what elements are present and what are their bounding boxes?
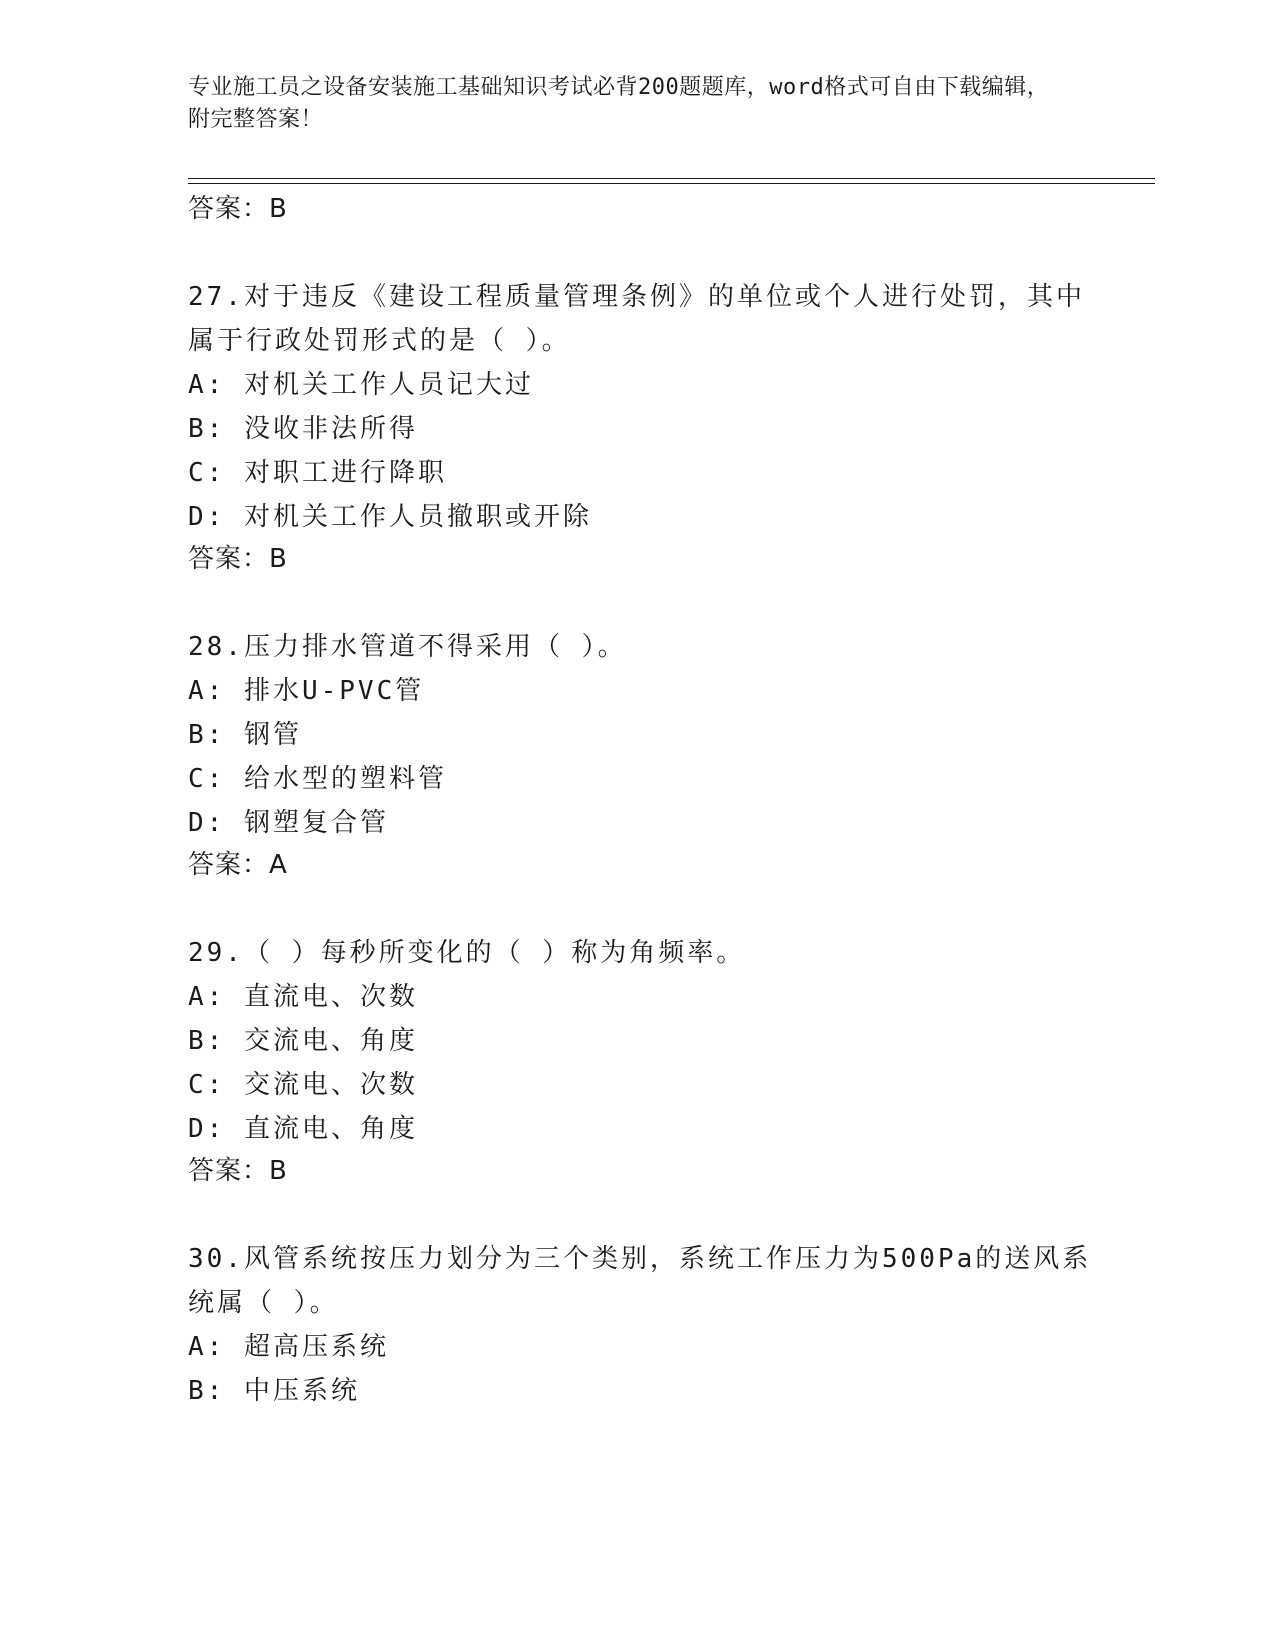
question-28-option-b: B: 钢管: [188, 720, 302, 750]
header-rule: [188, 178, 1155, 179]
question-28-option-d: D: 钢塑复合管: [188, 808, 389, 838]
question-28-answer: 答案：A: [188, 850, 288, 880]
question-27-option-a: A: 对机关工作人员记大过: [188, 370, 534, 400]
question-27-option-b: B: 没收非法所得: [188, 414, 418, 444]
question-28-option-a: A: 排水U-PVC管: [188, 676, 425, 706]
question-27-option-c: C: 对职工进行降职: [188, 458, 447, 488]
question-27-stem-line-1: 27.对于违反《建设工程质量管理条例》的单位或个人进行处罚，其中: [188, 282, 1085, 312]
question-30-stem-line-1: 30.风管系统按压力划分为三个类别，系统工作压力为500Pa的送风系: [188, 1244, 1092, 1274]
question-29-option-c: C: 交流电、次数: [188, 1070, 418, 1100]
question-28-option-c: C: 给水型的塑料管: [188, 764, 447, 794]
question-29-option-b: B: 交流电、角度: [188, 1026, 418, 1056]
page-header: 专业施工员之设备安装施工基础知识考试必背200题题库，word格式可自由下载编辑，附完整答案！: [188, 75, 1050, 132]
question-30-option-b: B: 中压系统: [188, 1376, 360, 1406]
question-27-stem-line-2: 属于行政处罚形式的是（ ）。: [188, 326, 571, 356]
question-29-stem-line-1: 29.（ ）每秒所变化的（ ）称为角频率。: [188, 938, 746, 968]
question-29-option-a: A: 直流电、次数: [188, 982, 418, 1012]
question-30-option-a: A: 超高压系统: [188, 1332, 389, 1362]
question-29-answer: 答案：B: [188, 1156, 288, 1186]
question-27-option-d: D: 对机关工作人员撤职或开除: [188, 502, 592, 532]
question-28-stem-line-1: 28.压力排水管道不得采用（ ）。: [188, 632, 627, 662]
answer-26: 答案：B: [188, 194, 288, 224]
header-rule-secondary: [188, 183, 1155, 184]
question-29-option-d: D: 直流电、角度: [188, 1114, 418, 1144]
question-30-stem-line-2: 统属（ ）。: [188, 1288, 339, 1318]
question-27-answer: 答案：B: [188, 544, 288, 574]
